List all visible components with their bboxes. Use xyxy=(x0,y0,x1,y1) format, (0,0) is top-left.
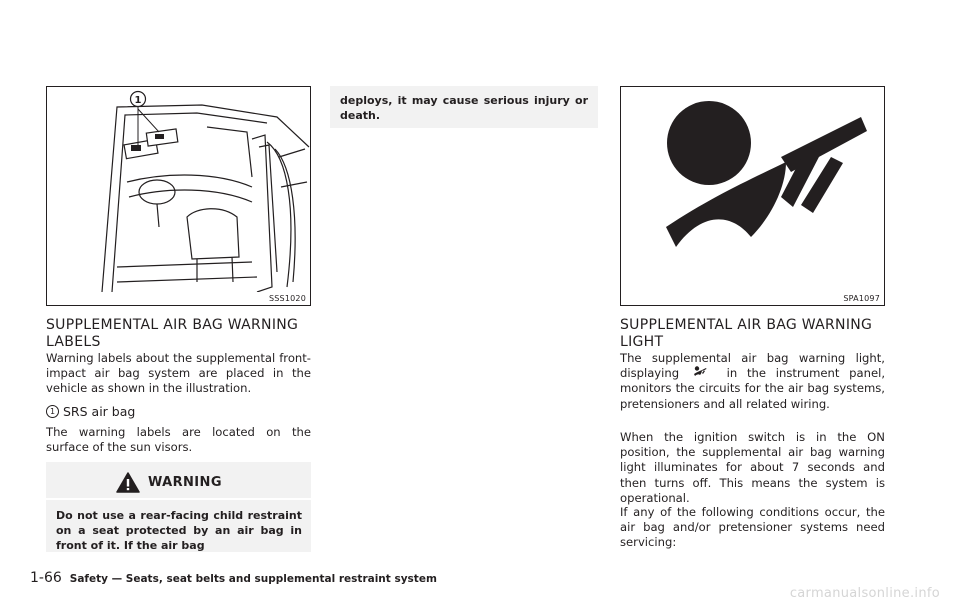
warning-text-part1: Do not use a rear-facing child restraint on a seat protected by an air bag in front of it. If the air bag xyxy=(56,509,302,552)
page-footer xyxy=(30,570,437,586)
warning-light-text-after: in the instrument panel, monitors the circuits for the air bag systems, pretensioners and all related wiring. xyxy=(620,366,886,411)
right-heading-line2: LIGHT xyxy=(620,334,664,350)
warning-light-text-before: The supplemental air bag warning light, displaying xyxy=(620,351,885,381)
page-number: 1-66 xyxy=(30,570,62,586)
srs-airbag-label: SRS air bag xyxy=(63,404,136,419)
right-figure xyxy=(620,86,885,306)
warning-divider xyxy=(46,498,311,500)
warning-triangle-icon xyxy=(116,472,140,493)
left-intro-text: Warning labels about the supplemental front-impact air bag system are placed in the vehicle as shown in the illustration. xyxy=(46,351,311,396)
left-heading-line1: SUPPLEMENTAL AIR BAG WARNING xyxy=(46,317,299,333)
airbag-light-icon xyxy=(693,366,707,378)
warning-title: WARNING xyxy=(148,475,222,490)
watermark: carmanualsonline.info xyxy=(789,586,940,601)
airbag-warning-symbol xyxy=(621,87,884,292)
ignition-paragraph: When the ignition switch is in the ON position, the supplemental air bag warning light illuminates for about 7 seconds and then turns off. This means the system is operational. xyxy=(620,430,885,505)
warning-box xyxy=(46,462,311,552)
sun-visor-text: The warning labels are located on the surface of the sun visors. xyxy=(46,425,311,455)
left-figure-code: SSS1020 xyxy=(269,294,306,303)
item-number-icon: 1 xyxy=(46,405,59,418)
left-figure-callout: 1 xyxy=(134,95,142,106)
right-heading-line1: SUPPLEMENTAL AIR BAG WARNING xyxy=(620,317,873,333)
right-heading xyxy=(620,317,900,351)
warning-header xyxy=(116,472,222,493)
warning-light-paragraph xyxy=(620,351,885,412)
srs-airbag-subhead xyxy=(46,404,135,419)
left-heading-line2: LABELS xyxy=(46,334,101,350)
warning-text-part2: deploys, it may cause serious injury or death. xyxy=(340,94,588,122)
left-heading xyxy=(46,317,316,351)
warning-box-continued xyxy=(330,86,598,128)
right-figure-code: SPA1097 xyxy=(843,294,880,303)
conditions-paragraph: If any of the following conditions occur, the air bag and/or pretensioner systems need servicing: xyxy=(620,505,885,550)
car-interior-illustration xyxy=(47,87,310,292)
footer-title: Safety — Seats, seat belts and supplemental restraint system xyxy=(69,573,437,585)
left-figure xyxy=(46,86,311,306)
